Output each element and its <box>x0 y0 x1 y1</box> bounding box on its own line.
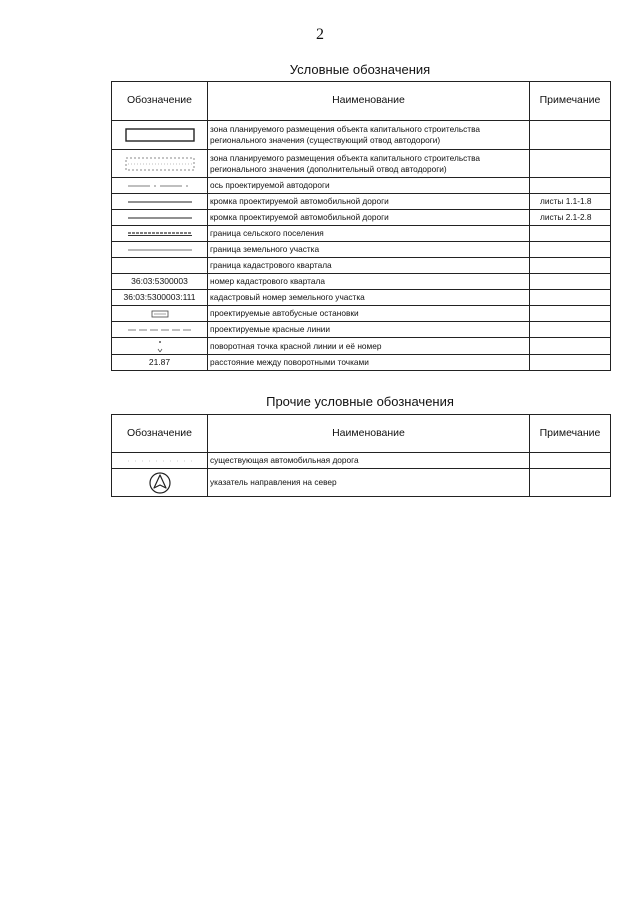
header-symbol: Обозначение <box>112 415 208 453</box>
other-legend-header-row <box>112 415 611 453</box>
row-note <box>530 338 611 355</box>
header-name: Наименование <box>208 415 530 453</box>
legend-header-row <box>112 82 611 121</box>
row-note <box>530 469 611 497</box>
row-name: кадастровый номер земельного участка <box>208 290 530 306</box>
table-row <box>112 355 611 371</box>
row-name: граница сельского поселения <box>208 226 530 242</box>
row-name: проектируемые красные линии <box>208 322 530 338</box>
row-note <box>530 290 611 306</box>
table-row <box>112 469 611 497</box>
row-note <box>530 178 611 194</box>
table-row <box>112 242 611 258</box>
row-note <box>530 121 611 150</box>
row-note <box>530 274 611 290</box>
row-name: существующая автомобильная дорога <box>208 453 530 469</box>
road-axis-line-icon <box>112 178 208 194</box>
row-name: зона планируемого размещения объекта капитального строительства регионального значения (существующий отвод автодороги) <box>208 121 530 150</box>
table-row <box>112 453 611 469</box>
row-name: зона планируемого размещения объекта капитального строительства регионального значения (дополнительный отвод автодороги) <box>208 150 530 178</box>
header-note: Примечание <box>530 415 611 453</box>
row-note <box>530 226 611 242</box>
header-name: Наименование <box>208 82 530 121</box>
table-row <box>112 150 611 178</box>
table-row <box>112 194 611 210</box>
row-name: указатель направления на север <box>208 469 530 497</box>
row-name: расстояние между поворотными точками <box>208 355 530 371</box>
capital-zone-dashed-box-icon <box>112 150 208 178</box>
row-name: граница земельного участка <box>208 242 530 258</box>
road-edge-line-icon <box>112 210 208 226</box>
row-note: листы 1.1-1.8 <box>530 194 611 210</box>
page-number: 2 <box>316 26 324 43</box>
header-note: Примечание <box>530 82 611 121</box>
table-row <box>112 338 611 355</box>
row-note <box>530 306 611 322</box>
row-name: номер кадастрового квартала <box>208 274 530 290</box>
row-note <box>530 355 611 371</box>
row-name: ось проектируемой автодороги <box>208 178 530 194</box>
cadastral-plot-number: 36:03:5300003:111 <box>112 290 208 306</box>
table-row <box>112 121 611 150</box>
cadastral-quarter-boundary-icon <box>112 258 208 274</box>
row-note <box>530 322 611 338</box>
existing-road-line-icon <box>112 453 208 469</box>
table-row <box>112 290 611 306</box>
legend-title: Условные обозначения <box>289 62 431 77</box>
row-name: проектируемые автобусные остановки <box>208 306 530 322</box>
row-note <box>530 242 611 258</box>
legend-table <box>111 81 611 371</box>
capital-zone-solid-box-icon <box>112 121 208 150</box>
red-line-icon <box>112 322 208 338</box>
cadastral-quarter-number: 36:03:5300003 <box>112 274 208 290</box>
row-note <box>530 453 611 469</box>
row-note: листы 2.1-2.8 <box>530 210 611 226</box>
table-row <box>112 226 611 242</box>
road-edge-line-icon <box>112 194 208 210</box>
row-name: граница кадастрового квартала <box>208 258 530 274</box>
row-name: кромка проектируемой автомобильной дороги <box>208 210 530 226</box>
turn-distance-value: 21.87 <box>112 355 208 371</box>
turn-point-icon <box>112 338 208 355</box>
row-note <box>530 150 611 178</box>
other-legend-table <box>111 414 611 497</box>
settlement-boundary-line-icon <box>112 226 208 242</box>
north-arrow-icon <box>112 469 208 497</box>
row-name: поворотная точка красной линии и её номер <box>208 338 530 355</box>
other-legend-title: Прочие условные обозначения <box>266 394 454 409</box>
bus-stop-icon <box>112 306 208 322</box>
table-row <box>112 210 611 226</box>
table-row <box>112 274 611 290</box>
row-note <box>530 258 611 274</box>
table-row <box>112 306 611 322</box>
table-row <box>112 178 611 194</box>
header-symbol: Обозначение <box>112 82 208 121</box>
land-plot-boundary-line-icon <box>112 242 208 258</box>
row-name: кромка проектируемой автомобильной дороги <box>208 194 530 210</box>
table-row <box>112 322 611 338</box>
table-row <box>112 258 611 274</box>
